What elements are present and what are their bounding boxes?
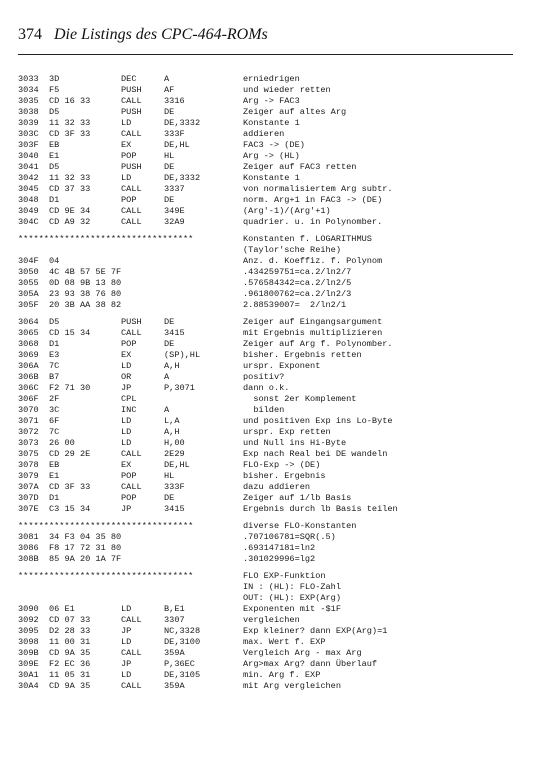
assembly-listing (18, 74, 518, 692)
comment: Exp kleiner? dann EXP(Arg)=1 (243, 626, 388, 636)
address: 3086 (18, 543, 39, 553)
listing-row (18, 361, 518, 372)
address: 3069 (18, 350, 39, 360)
hex-bytes: 85 9A 20 1A 7F (49, 554, 122, 564)
comment: .707106781=SQR(.5) (243, 532, 336, 542)
mnemonic: LD (121, 670, 132, 680)
listing-row (18, 245, 518, 256)
comment: max. Wert f. EXP (243, 637, 326, 647)
listing-row (18, 427, 518, 438)
hex-bytes: 2F (49, 394, 60, 404)
listing-row (18, 206, 518, 217)
comment: dann o.k. (243, 383, 290, 393)
operand: P,3071 (164, 383, 195, 393)
operand: DE (164, 493, 175, 503)
hex-bytes: CD A9 32 (49, 217, 91, 227)
hex-bytes: 4C 4B 57 5E 7F (49, 267, 122, 277)
hex-bytes: CD 07 33 (49, 615, 91, 625)
hex-bytes: E1 (49, 151, 60, 161)
mnemonic: LD (121, 118, 132, 128)
operand: 32A9 (164, 217, 185, 227)
comment: urspr. Exponent (243, 361, 321, 371)
comment: erniedrigen (243, 74, 300, 84)
comment: min. Arg f. EXP (243, 670, 321, 680)
hex-bytes: 7C (49, 427, 60, 437)
listing-row (18, 532, 518, 543)
hex-bytes: B7 (49, 372, 60, 382)
listing-row (18, 74, 518, 85)
listing-row (18, 460, 518, 471)
address: 306A (18, 361, 39, 371)
listing-row (18, 449, 518, 460)
address: 3079 (18, 471, 39, 481)
operand: NC,3328 (164, 626, 201, 636)
comment: FLO-Exp -> (DE) (243, 460, 321, 470)
operand: DE (164, 339, 175, 349)
mnemonic: JP (121, 383, 132, 393)
operand: DE,3105 (164, 670, 201, 680)
listing-row (18, 317, 518, 328)
comment: bisher. Ergebnis (243, 471, 326, 481)
comment: und wieder retten (243, 85, 331, 95)
hex-bytes: 11 05 31 (49, 670, 91, 680)
operand: H,00 (164, 438, 185, 448)
hex-bytes: F8 17 72 31 80 (49, 543, 122, 553)
listing-row (18, 184, 518, 195)
comment: dazu addieren (243, 482, 311, 492)
hex-bytes: CD 29 2E (49, 449, 91, 459)
comment: und positiven Exp ins Lo-Byte (243, 416, 393, 426)
header-rule (18, 54, 513, 55)
hex-bytes: 06 E1 (49, 604, 75, 614)
page-title: Die Listings des CPC-464-ROMs (54, 26, 268, 43)
listing-row (18, 256, 518, 267)
comment: Arg -> (HL) (243, 151, 300, 161)
operand: DE,3100 (164, 637, 201, 647)
listing-row (18, 195, 518, 206)
listing-row (18, 350, 518, 361)
mnemonic: INC (121, 405, 137, 415)
comment: Exp nach Real bei DE wandeln (243, 449, 388, 459)
address: 3071 (18, 416, 39, 426)
hex-bytes: 11 32 33 (49, 118, 91, 128)
comment: Ergebnis durch lb Basis teilen (243, 504, 398, 514)
address: 308B (18, 554, 39, 564)
separator-stars: ********************************** (18, 571, 194, 581)
hex-bytes: CD 9E 34 (49, 206, 91, 216)
address: 306B (18, 372, 39, 382)
address: 3042 (18, 173, 39, 183)
mnemonic: CPL (121, 394, 137, 404)
comment: und Null ins Hi-Byte (243, 438, 347, 448)
hex-bytes: 11 00 31 (49, 637, 91, 647)
comment: urspr. Exp retten (243, 427, 331, 437)
listing-row (18, 604, 518, 615)
listing-row (18, 289, 518, 300)
hex-bytes: CD 3F 33 (49, 482, 91, 492)
address: 3073 (18, 438, 39, 448)
comment: .961800762=ca.2/ln2/3 (243, 289, 352, 299)
mnemonic: DEC (121, 74, 137, 84)
comment: Konstante 1 (243, 173, 300, 183)
comment: mit Ergebnis multiplizieren (243, 328, 383, 338)
listing-row (18, 637, 518, 648)
operand: 359A (164, 648, 185, 658)
mnemonic: LD (121, 604, 132, 614)
hex-bytes: D5 (49, 107, 60, 117)
listing-row (18, 85, 518, 96)
mnemonic: POP (121, 195, 137, 205)
mnemonic: LD (121, 438, 132, 448)
address: 3050 (18, 267, 39, 277)
separator-stars: ********************************** (18, 521, 194, 531)
address: 3055 (18, 278, 39, 288)
hex-bytes: CD 9A 35 (49, 648, 91, 658)
listing-row (18, 300, 518, 311)
separator-stars: ********************************** (18, 234, 194, 244)
listing-row (18, 372, 518, 383)
comment: IN : (HL): FLO-Zahl (243, 582, 341, 592)
comment: 2.88539007= 2/ln2/1 (243, 300, 347, 310)
operand: 3415 (164, 504, 185, 514)
hex-bytes: D1 (49, 195, 60, 205)
comment: sonst 2er Komplement (243, 394, 357, 404)
listing-row (18, 129, 518, 140)
comment: Zeiger auf 1/lb Basis (243, 493, 352, 503)
address: 3090 (18, 604, 39, 614)
address: 3075 (18, 449, 39, 459)
address: 3070 (18, 405, 39, 415)
comment: Anz. d. Koeffiz. f. Polynom (243, 256, 383, 266)
mnemonic: CALL (121, 328, 142, 338)
address: 3095 (18, 626, 39, 636)
mnemonic: JP (121, 504, 132, 514)
hex-bytes: CD 37 33 (49, 184, 91, 194)
hex-bytes: 7C (49, 361, 60, 371)
listing-row (18, 648, 518, 659)
operand: L,A (164, 416, 180, 426)
operand: 3415 (164, 328, 185, 338)
address: 3068 (18, 339, 39, 349)
hex-bytes: F2 EC 36 (49, 659, 91, 669)
comment: Vergleich Arg - max Arg (243, 648, 362, 658)
address: 3034 (18, 85, 39, 95)
operand: DE,3332 (164, 118, 201, 128)
mnemonic: PUSH (121, 317, 142, 327)
mnemonic: POP (121, 339, 137, 349)
address: 3064 (18, 317, 39, 327)
address: 304F (18, 256, 39, 266)
operand: HL (164, 151, 175, 161)
mnemonic: POP (121, 493, 137, 503)
mnemonic: EX (121, 140, 132, 150)
hex-bytes: D5 (49, 162, 60, 172)
section-heading: FLO EXP-Funktion (243, 571, 326, 581)
operand: DE,HL (164, 140, 190, 150)
listing-row (18, 405, 518, 416)
mnemonic: CALL (121, 648, 142, 658)
mnemonic: CALL (121, 96, 142, 106)
listing-row (18, 543, 518, 554)
operand: A (164, 74, 170, 84)
operand: (SP),HL (164, 350, 201, 360)
hex-bytes: E3 (49, 350, 60, 360)
address: 3072 (18, 427, 39, 437)
operand: DE,3332 (164, 173, 201, 183)
hex-bytes: 3D (49, 74, 60, 84)
address: 3049 (18, 206, 39, 216)
mnemonic: CALL (121, 482, 142, 492)
operand: AF (164, 85, 175, 95)
mnemonic: CALL (121, 129, 142, 139)
address: 307D (18, 493, 39, 503)
listing-row (18, 394, 518, 405)
hex-bytes: 34 F3 04 35 80 (49, 532, 122, 542)
comment: Exponenten mit -$1F (243, 604, 341, 614)
mnemonic: EX (121, 460, 132, 470)
mnemonic: JP (121, 659, 132, 669)
mnemonic: LD (121, 416, 132, 426)
address: 3033 (18, 74, 39, 84)
hex-bytes: EB (49, 460, 60, 470)
operand: A,H (164, 361, 180, 371)
address: 3065 (18, 328, 39, 338)
operand: 349E (164, 206, 185, 216)
comment: norm. Arg+1 in FAC3 -> (DE) (243, 195, 383, 205)
mnemonic: POP (121, 151, 137, 161)
hex-bytes: D2 28 33 (49, 626, 91, 636)
hex-bytes: 6F (49, 416, 60, 426)
comment: Zeiger auf altes Arg (243, 107, 347, 117)
hex-bytes: F5 (49, 85, 60, 95)
address: 3081 (18, 532, 39, 542)
address: 307A (18, 482, 39, 492)
page-number: 374 (18, 26, 42, 43)
separator-row (18, 234, 518, 245)
operand: A (164, 405, 170, 415)
operand: HL (164, 471, 175, 481)
hex-bytes: CD 9A 35 (49, 681, 91, 691)
hex-bytes: 3C (49, 405, 60, 415)
address: 30A4 (18, 681, 39, 691)
comment: vergleichen (243, 615, 300, 625)
address: 3041 (18, 162, 39, 172)
comment: quadrier. u. in Polynomber. (243, 217, 383, 227)
hex-bytes: D5 (49, 317, 60, 327)
mnemonic: POP (121, 471, 137, 481)
address: 3078 (18, 460, 39, 470)
listing-row (18, 670, 518, 681)
comment: addieren (243, 129, 285, 139)
comment: Arg -> FAC3 (243, 96, 300, 106)
address: 309B (18, 648, 39, 658)
operand: DE,HL (164, 460, 190, 470)
operand: B,E1 (164, 604, 185, 614)
comment: Konstante 1 (243, 118, 300, 128)
address: 30A1 (18, 670, 39, 680)
hex-bytes: EB (49, 140, 60, 150)
hex-bytes: E1 (49, 471, 60, 481)
hex-bytes: CD 16 33 (49, 96, 91, 106)
operand: 3316 (164, 96, 185, 106)
comment: bilden (243, 405, 285, 415)
mnemonic: PUSH (121, 85, 142, 95)
listing-row (18, 328, 518, 339)
hex-bytes: D1 (49, 339, 60, 349)
mnemonic: CALL (121, 681, 142, 691)
listing-row (18, 217, 518, 228)
listing-row (18, 151, 518, 162)
comment: Zeiger auf Eingangsargument (243, 317, 383, 327)
address: 305F (18, 300, 39, 310)
operand: DE (164, 195, 175, 205)
listing-row (18, 140, 518, 151)
operand: DE (164, 162, 175, 172)
comment: positiv? (243, 372, 285, 382)
comment: .301029996=lg2 (243, 554, 316, 564)
listing-row (18, 615, 518, 626)
listing-row (18, 582, 518, 593)
hex-bytes: 23 93 38 76 80 (49, 289, 122, 299)
mnemonic: CALL (121, 206, 142, 216)
hex-bytes: 04 (49, 256, 60, 266)
operand: DE (164, 317, 175, 327)
address: 306F (18, 394, 39, 404)
listing-row (18, 107, 518, 118)
operand: P,36EC (164, 659, 195, 669)
listing-row (18, 416, 518, 427)
comment: FAC3 -> (DE) (243, 140, 305, 150)
listing-row (18, 162, 518, 173)
address: 303F (18, 140, 39, 150)
address: 309E (18, 659, 39, 669)
mnemonic: LD (121, 173, 132, 183)
hex-bytes: C3 15 34 (49, 504, 91, 514)
page-header (18, 26, 513, 52)
mnemonic: LD (121, 361, 132, 371)
address: 3045 (18, 184, 39, 194)
mnemonic: JP (121, 626, 132, 636)
mnemonic: LD (121, 637, 132, 647)
hex-bytes: 11 32 33 (49, 173, 91, 183)
comment: (Taylor'sche Reihe) (243, 245, 341, 255)
comment: mit Arg vergleichen (243, 681, 341, 691)
listing-row (18, 482, 518, 493)
hex-bytes: D1 (49, 493, 60, 503)
hex-bytes: CD 15 34 (49, 328, 91, 338)
operand: 3307 (164, 615, 185, 625)
comment: OUT: (HL): EXP(Arg) (243, 593, 341, 603)
operand: DE (164, 107, 175, 117)
mnemonic: CALL (121, 217, 142, 227)
comment: von normalisiertem Arg subtr. (243, 184, 393, 194)
operand: 333F (164, 482, 185, 492)
operand: 2E29 (164, 449, 185, 459)
mnemonic: CALL (121, 184, 142, 194)
mnemonic: PUSH (121, 107, 142, 117)
address: 3092 (18, 615, 39, 625)
listing-row (18, 471, 518, 482)
comment: Arg>max Arg? dann Überlauf (243, 659, 378, 669)
listing-row (18, 267, 518, 278)
section-heading: Konstanten f. LOGARITHMUS (243, 234, 372, 244)
address: 305A (18, 289, 39, 299)
address: 3048 (18, 195, 39, 205)
operand: 359A (164, 681, 185, 691)
hex-bytes: 0D 08 9B 13 80 (49, 278, 122, 288)
listing-row (18, 493, 518, 504)
listing-row (18, 383, 518, 394)
address: 303C (18, 129, 39, 139)
address: 3098 (18, 637, 39, 647)
listing-row (18, 96, 518, 107)
address: 304C (18, 217, 39, 227)
comment: .434259751=ca.2/ln2/7 (243, 267, 352, 277)
hex-bytes: 26 00 (49, 438, 75, 448)
comment: Zeiger auf Arg f. Polynomber. (243, 339, 393, 349)
hex-bytes: F2 71 30 (49, 383, 91, 393)
address: 3035 (18, 96, 39, 106)
address: 306C (18, 383, 39, 393)
address: 3040 (18, 151, 39, 161)
comment: Zeiger auf FAC3 retten (243, 162, 357, 172)
mnemonic: PUSH (121, 162, 142, 172)
listing-row (18, 659, 518, 670)
mnemonic: CALL (121, 615, 142, 625)
listing-row (18, 593, 518, 604)
comment: bisher. Ergebnis retten (243, 350, 362, 360)
operand: 3337 (164, 184, 185, 194)
operand: 333F (164, 129, 185, 139)
mnemonic: CALL (121, 449, 142, 459)
mnemonic: OR (121, 372, 132, 382)
operand: A (164, 372, 170, 382)
separator-row (18, 521, 518, 532)
listing-row (18, 681, 518, 692)
address: 307E (18, 504, 39, 514)
mnemonic: EX (121, 350, 132, 360)
listing-row (18, 626, 518, 637)
mnemonic: LD (121, 427, 132, 437)
listing-row (18, 339, 518, 350)
hex-bytes: CD 3F 33 (49, 129, 91, 139)
comment: (Arg'-1)/(Arg'+1) (243, 206, 331, 216)
separator-row (18, 571, 518, 582)
section-heading: diverse FLO-Konstanten (243, 521, 357, 531)
operand: A,H (164, 427, 180, 437)
listing-row (18, 554, 518, 565)
address: 3038 (18, 107, 39, 117)
listing-row (18, 504, 518, 515)
comment: .693147181=ln2 (243, 543, 316, 553)
listing-row (18, 118, 518, 129)
comment: .576584342=ca.2/ln2/5 (243, 278, 352, 288)
address: 3039 (18, 118, 39, 128)
listing-row (18, 438, 518, 449)
hex-bytes: 20 3B AA 38 82 (49, 300, 122, 310)
listing-row (18, 278, 518, 289)
listing-row (18, 173, 518, 184)
